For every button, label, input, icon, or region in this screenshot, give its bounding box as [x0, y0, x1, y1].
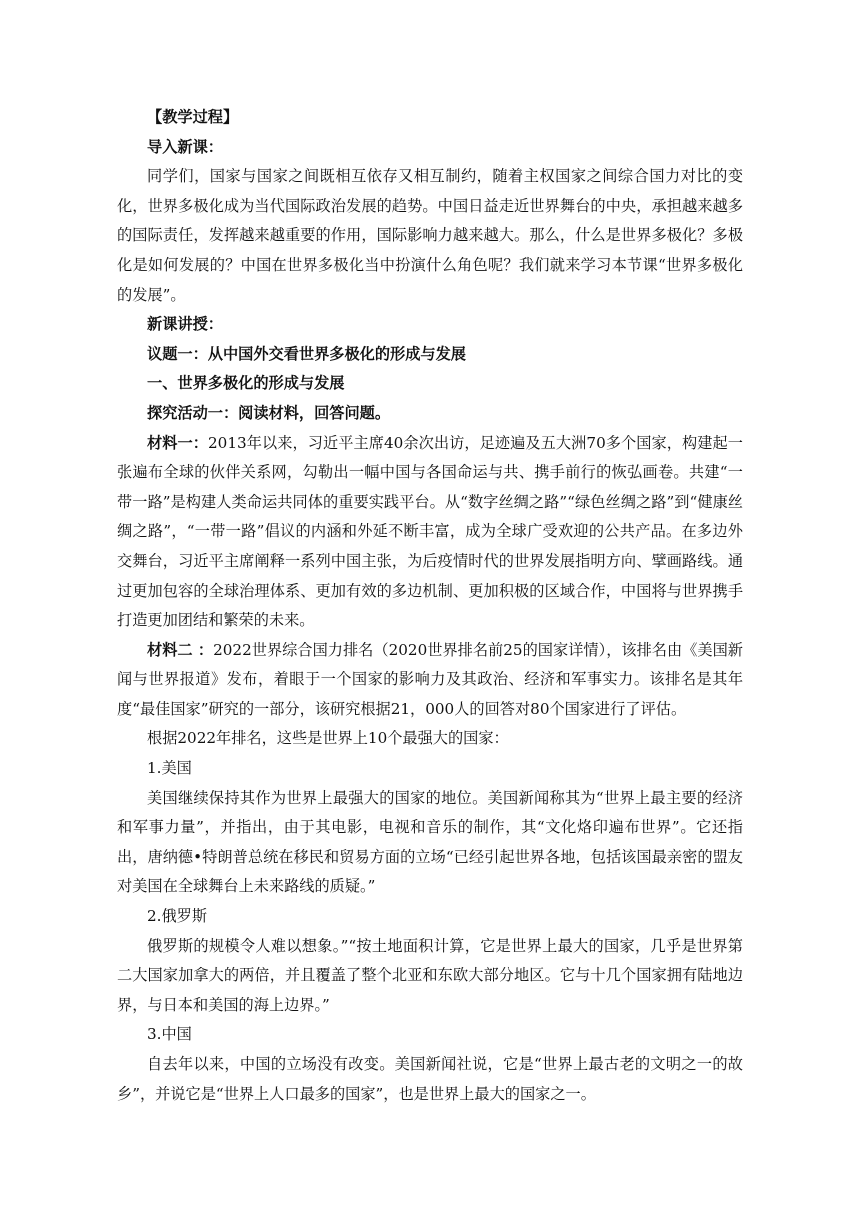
ranking-intro: 根据2022年排名，这些是世界上10个最强大的国家：	[147, 729, 509, 748]
country-title: 2.俄罗斯	[147, 907, 208, 926]
document-body	[117, 103, 743, 1109]
country-title: 1.美国	[147, 759, 192, 778]
material-one-text: 2013年以来，习近平主席40余次出访，足迹遍及五大洲70多个国家，构建起一张遍布全球的伙伴关系网，勾勒出一幅中国与各国命运与共、携手前行的恢弘画卷。共建“一带一路”是构建人类命运共同体的重要实践平台。从“数字丝绸之路”“绿色丝绸之路”到“健康丝绸之路”，“一带一路”倡议的内涵和外延不断丰富，成为全球广受欢迎的公共产品。在多边外交舞台，习近平主席阐释一系列中国主张，为后疫情时代的世界发展指明方向、擘画路线。通过更加包容的全球治理体系、更加有效的多边机制、更加积极的区域合作，中国将与世界携手打造更加团结和繁荣的未来。	[117, 433, 743, 630]
section-one-title: 一、世界多极化的形成与发展	[147, 374, 345, 393]
material-two-paragraph	[117, 636, 743, 725]
intro-paragraph: 同学们，国家与国家之间既相互依存又相互制约，随着主权国家之间综合国力对比的变化，世界多极化成为当代国际政治发展的趋势。中国日益走近世界舞台的中央，承担越来越多的国际责任，发挥越来越重要的作用，国际影响力越来越大。那么，什么是世界多极化？多极化是如何发展的？中国在世界多极化当中扮演什么角色呢？我们就来学习本节课“世界多极化的发展”。	[117, 167, 743, 304]
activity-one-title: 探究活动一：阅读材料，回答问题。	[147, 403, 390, 422]
material-two-label: 材料二 ：	[147, 640, 214, 659]
material-two-text: 2022世界综合国力排名（2020世界排名前25的国家详情），该排名由《美国新闻与世界报道》发布，着眼于一个国家的影响力及其政治、经济和军事实力。该排名是其年度“最佳国家”研究的一部分，该研究根据21，000人的回答对80个国家进行了评估。	[117, 640, 743, 718]
country-title: 3.中国	[147, 1025, 192, 1044]
material-one-paragraph	[117, 429, 743, 636]
country-description: 美国继续保持其作为世界上最强大的国家的地位。美国新闻称其为“世界上最主要的经济和军事力量”，并指出，由于其电影，电视和音乐的制作，其“文化烙印遍布世界”。它还指出，唐纳德•特朗普总统在移民和贸易方面的立场“已经引起世界各地，包括该国最亲密的盟友对美国在全球舞台上未来路线的质疑。”	[117, 788, 743, 896]
country-description: 俄罗斯的规模令人难以想象。”“按土地面积计算，它是世界上最大的国家，几乎是世界第二大国家加拿大的两倍，并且覆盖了整个北亚和东欧大部分地区。它与十几个国家拥有陆地边界，与日本和美国的海上边界。”	[117, 936, 743, 1014]
section-heading: 【教学过程】	[147, 108, 239, 126]
new-lesson-title: 新课讲授：	[147, 315, 223, 334]
country-description: 自去年以来，中国的立场没有改变。美国新闻社说，它是“世界上最古老的文明之一的故乡”，并说它是“世界上人口最多的国家”，也是世界上最大的国家之一。	[117, 1055, 743, 1103]
topic-one-title: 议题一：从中国外交看世界多极化的形成与发展	[147, 344, 466, 363]
intro-title: 导入新课：	[147, 137, 223, 156]
material-one-label: 材料一：	[147, 433, 209, 452]
